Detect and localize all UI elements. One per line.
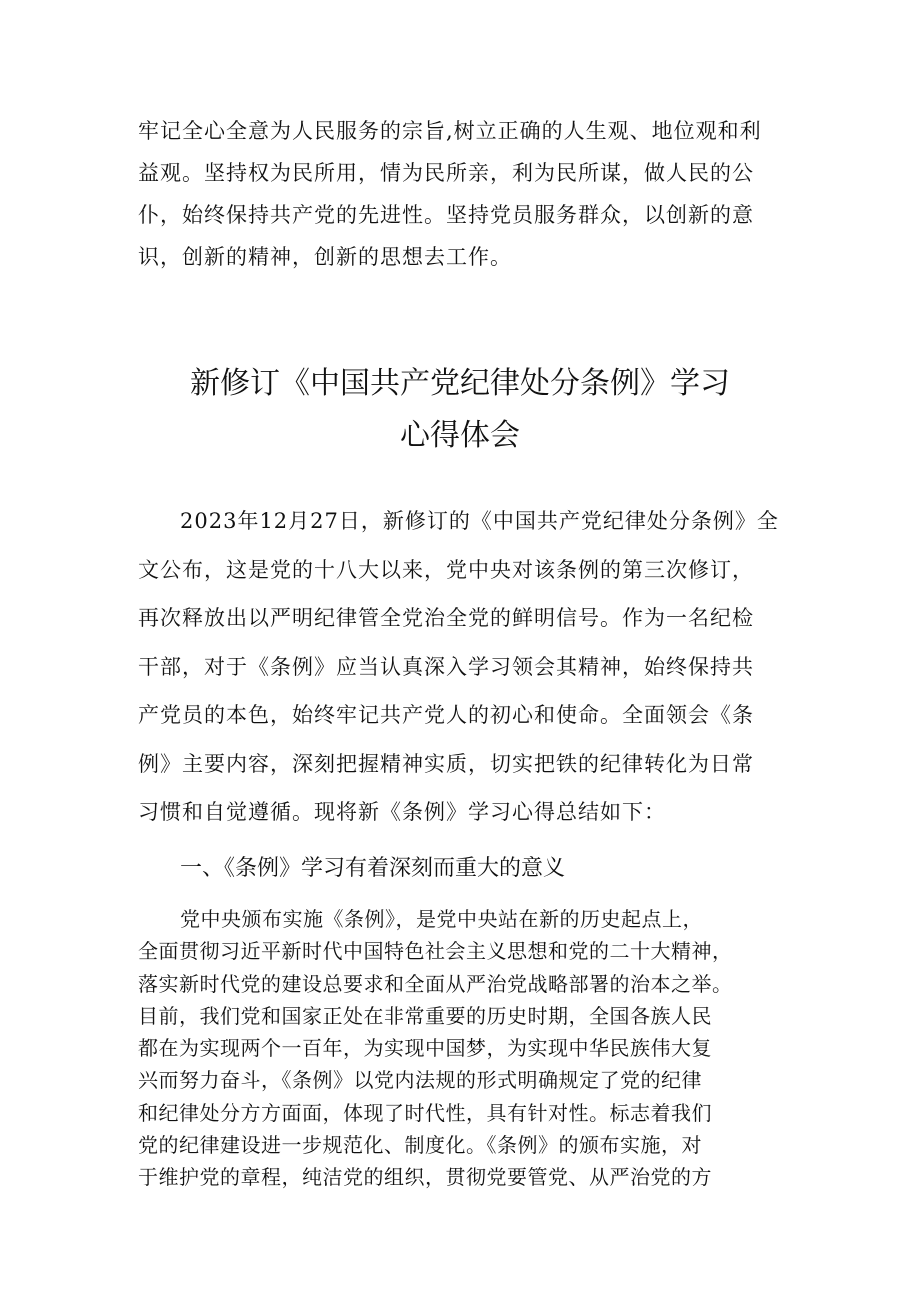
paragraph-line: 再次释放出以严明纪律管全党治全党的鲜明信号。作为一名纪检 — [138, 606, 754, 630]
intro-line: 仆，始终保持共产党的先进性。坚持党员服务群众，以创新的意 — [138, 203, 754, 227]
opening-paragraph — [138, 497, 788, 837]
paragraph-line: 习惯和自觉遵循。现将新《条例》学习心得总结如下： — [138, 800, 666, 824]
paragraph-line: 目前，我们党和国家正处在非常重要的历史时期，全国各族人民 — [138, 1003, 712, 1028]
paragraph-line: 干部，对于《条例》应当认真深入学习领会其精神，始终保持共 — [138, 654, 754, 679]
paragraph-line: 都在为实现两个一百年，为实现中国梦，为实现中华民族伟大复 — [138, 1036, 712, 1061]
title-line: 新修订《中国共产党纪律处分条例》学习 — [190, 366, 730, 401]
section-heading: 一、《条例》学习有着深刻而重大的意义 — [180, 856, 566, 881]
paragraph-line: 2023年12月27日，新修订的《中国共产党纪律处分条例》全 — [180, 509, 779, 533]
title-line: 心得体会 — [400, 418, 520, 453]
paragraph-line: 和纪律处分方方面面，体现了时代性，具有针对性。标志着我们 — [138, 1100, 712, 1125]
paragraph-line: 落实新时代党的建设总要求和全面从严治党战略部署的治本之举。 — [138, 971, 733, 996]
paragraph-line: 党中央颁布实施《条例》，是党中央站在新的历史起点上， — [180, 907, 703, 931]
paragraph-line: 产党员的本色，始终牢记共产党人的初心和使命。全面领会《条 — [138, 703, 754, 727]
intro-line: 识，创新的精神，创新的思想去工作。 — [138, 245, 512, 269]
section-paragraph — [138, 903, 788, 1194]
paragraph-line: 例》主要内容，深刻把握精神实质，切实把铁的纪律转化为日常 — [138, 751, 754, 776]
intro-line: 牢记全心全意为人民服务的宗旨,树立正确的人生观、地位观和利 — [138, 119, 762, 143]
paragraph-line: 全面贯彻习近平新时代中国特色社会主义思想和党的二十大精神， — [138, 939, 733, 964]
intro-line: 益观。坚持权为民所用，情为民所亲，利为民所谋，做人民的公 — [138, 161, 754, 185]
paragraph-line: 党的纪律建设进一步规范化、制度化。《条例》的颁布实施，对 — [138, 1133, 702, 1158]
document-title — [0, 358, 920, 462]
paragraph-line: 文公布，这是党的十八大以来，党中央对该条例的第三次修订， — [138, 557, 754, 582]
paragraph-line: 兴而努力奋斗，《条例》以党内法规的形式明确规定了党的纪律 — [138, 1068, 702, 1093]
paragraph-line: 于维护党的章程，纯洁党的组织，贯彻党要管党、从严治党的方 — [138, 1165, 712, 1190]
intro-paragraph — [138, 110, 788, 278]
